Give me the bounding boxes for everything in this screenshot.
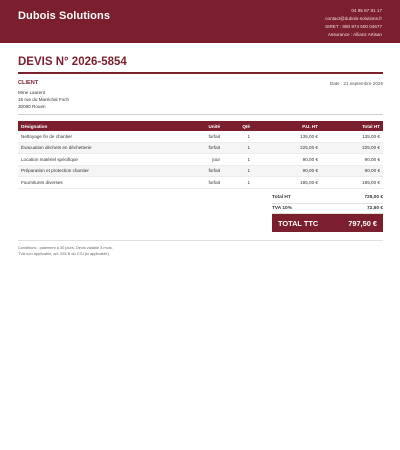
totals-block (272, 193, 383, 214)
cell-unit: forfait (178, 131, 223, 142)
header-total: Total HT (321, 121, 383, 131)
cell-unit: jour (178, 154, 223, 166)
cell-qty: 1 (223, 142, 253, 154)
cell-qty: 1 (223, 177, 253, 189)
company-phone: 04 95 67 81 17 (351, 8, 382, 13)
document-date: Date : 21 septembre 2026 (329, 81, 383, 86)
cell-unit-price: 90,00 € (253, 165, 321, 177)
table-row (18, 142, 383, 154)
total-ttc-value: 797,50 € (348, 218, 377, 228)
cell-unit: forfait (178, 177, 223, 189)
cell-designation: Nettoyage fin de chantier (18, 131, 178, 142)
conditions-line-1: Conditions : paiement à 30 jours. Devis valable 3 mois. (18, 245, 113, 250)
total-ht-row (272, 193, 383, 204)
total-ht-value: 725,00 € (364, 195, 383, 200)
tva-row (272, 204, 383, 215)
table-header-row (18, 121, 383, 131)
cell-qty: 1 (223, 131, 253, 142)
client-city: 30090 Rouen (18, 104, 46, 110)
footer-divider (18, 240, 383, 241)
cell-total: 185,00 € (321, 177, 383, 189)
total-ttc-box (272, 214, 383, 232)
cell-designation: Préparation et protection chantier (18, 165, 178, 177)
title-divider (18, 72, 383, 74)
tva-value: 72,50 € (366, 205, 383, 211)
total-ttc-label: TOTAL TTC (278, 218, 319, 228)
client-street: 16 rue du Maréchal Foch (18, 97, 70, 103)
cell-unit-price: 90,00 € (253, 154, 321, 166)
document-title: DEVIS N° 2026-5854 (18, 56, 127, 68)
cell-designation: Évacuation déchets en déchetterie (18, 142, 178, 154)
header-designation: Désignation (18, 121, 178, 131)
company-email: contact@dubois-solutions.fr (325, 15, 382, 21)
company-name: Dubois Solutions (18, 10, 111, 22)
header-qty: Qté (223, 121, 253, 131)
header-unit-price: P.U. HT (253, 121, 321, 131)
table-row (18, 154, 383, 166)
table-row (18, 131, 383, 142)
cell-qty: 1 (223, 154, 253, 166)
company-insurance: Assurance : Allianz Artisan (327, 31, 382, 37)
client-name: Mme Laurent (18, 90, 46, 95)
cell-total: 90,00 € (321, 165, 383, 177)
company-siret: SIRET : 880 974 500 04677 (325, 23, 382, 29)
company-contact (325, 7, 382, 39)
header-unit: Unité (178, 121, 223, 131)
header-bar (0, 0, 400, 43)
table-row (18, 177, 383, 189)
cell-unit: forfait (178, 165, 223, 177)
conditions-text (18, 245, 113, 257)
cell-total: 225,00 € (321, 142, 383, 154)
cell-total: 90,00 € (321, 154, 383, 166)
cell-qty: 1 (223, 165, 253, 177)
tva-label: TVA 10% (272, 205, 292, 211)
client-label: CLIENT (18, 80, 39, 86)
table-row (18, 165, 383, 177)
cell-unit-price: 185,00 € (253, 177, 321, 189)
cell-unit-price: 135,00 € (253, 131, 321, 142)
line-items-table (18, 121, 383, 189)
client-address (18, 89, 69, 111)
cell-unit-price: 225,00 € (253, 142, 321, 154)
cell-designation: Location matériel spécifique (18, 154, 178, 166)
cell-unit: forfait (178, 142, 223, 154)
cell-total: 135,00 € (321, 131, 383, 142)
cell-designation: Fournitures diverses (18, 177, 178, 189)
client-divider (18, 114, 383, 115)
total-ht-label: Total HT (272, 195, 291, 200)
conditions-line-2: TVA non applicable, art. 293 B du CGI (si applicable). (18, 251, 110, 256)
